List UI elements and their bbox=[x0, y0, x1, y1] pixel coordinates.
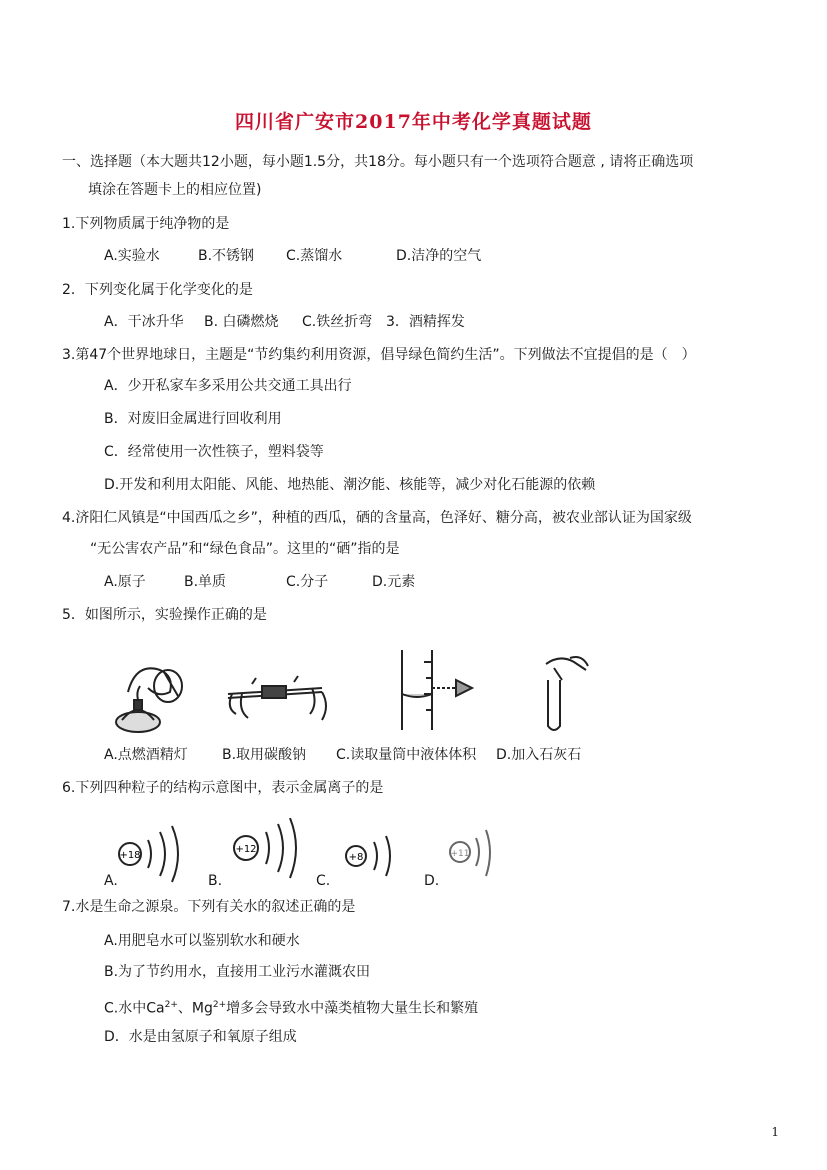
q7-c-pre: C.水中Ca bbox=[104, 1000, 165, 1017]
particle-diagram-b bbox=[226, 818, 306, 882]
question-7: 7.水是生命之源泉。下列有关水的叙述正确的是 bbox=[62, 899, 356, 915]
nucleus-c: +8 bbox=[348, 852, 364, 863]
section-instructions-cont: 填涂在答题卡上的相应位置) bbox=[88, 182, 262, 198]
q3-option-a: A．少开私家车多采用公共交通工具出行 bbox=[104, 378, 352, 394]
particle-diagram-d bbox=[444, 826, 494, 884]
test-tube-illustration bbox=[540, 650, 600, 736]
question-2: 2．下列变化属于化学变化的是 bbox=[62, 282, 253, 298]
nucleus-a: +18 bbox=[119, 850, 141, 861]
q3-option-c: C．经常使用一次性筷子，塑料袋等 bbox=[104, 444, 324, 460]
q2-option-a: A．干冰升华 bbox=[104, 314, 184, 330]
q2-option-b: B. 白磷燃烧 bbox=[204, 314, 279, 330]
q1-option-d: D.洁净的空气 bbox=[396, 248, 482, 264]
q6-option-a: A. bbox=[104, 873, 118, 889]
alcohol-lamp-illustration bbox=[108, 652, 194, 736]
q1-option-c: C.蒸馏水 bbox=[286, 248, 343, 264]
section-instructions: 一、选择题（本大题共12小题，每小题1.5分，共18分。每小题只有一个选项符合题意 , 请将正确选项 bbox=[62, 154, 694, 170]
q7-option-c bbox=[104, 996, 478, 1018]
q6-option-d: D. bbox=[424, 873, 440, 889]
q1-option-b: B.不锈钢 bbox=[198, 248, 255, 264]
q4-option-d: D.元素 bbox=[372, 574, 416, 590]
q2-option-d: 3．酒精挥发 bbox=[386, 314, 465, 330]
q7-option-a: A.用肥皂水可以鉴别软水和硬水 bbox=[104, 933, 300, 949]
particle-diagram-c bbox=[340, 832, 404, 882]
q7-c-sup2: 2+ bbox=[212, 1000, 227, 1010]
q5-option-a: A.点燃酒精灯 bbox=[104, 747, 188, 763]
q7-option-b: B.为了节约用水，直接用工业污水灌溉农田 bbox=[104, 964, 371, 980]
q4-option-c: C.分子 bbox=[286, 574, 329, 590]
question-3: 3.第47个世界地球日，主题是“节约集约利用资源，倡导绿色简约生活”。下列做法不宜提倡的是（ ） bbox=[62, 347, 696, 363]
question-1: 1.下列物质属于纯净物的是 bbox=[62, 216, 230, 232]
q4-option-b: B.单质 bbox=[184, 574, 227, 590]
q5-option-d: D.加入石灰石 bbox=[496, 747, 582, 763]
question-4-cont: “无公害农产品”和“绿色食品”。这里的“硒”指的是 bbox=[90, 541, 400, 557]
q7-c-sup1: 2+ bbox=[164, 1000, 178, 1010]
q6-option-b: B. bbox=[208, 873, 223, 889]
nucleus-d: +11 bbox=[450, 849, 470, 859]
q5-option-c: C.读取量筒中液体体积 bbox=[336, 747, 477, 763]
measuring-cylinder-illustration bbox=[392, 648, 484, 732]
q7-c-post: 增多会导致水中藻类植物大量生长和繁殖 bbox=[226, 1000, 479, 1017]
question-5: 5．如图所示，实验操作正确的是 bbox=[62, 607, 267, 623]
q5-option-b: B.取用碳酸钠 bbox=[222, 747, 307, 763]
q1-option-a: A.实验水 bbox=[104, 248, 160, 264]
q6-option-c: C. bbox=[316, 873, 331, 889]
page-number: 1 bbox=[771, 1125, 779, 1139]
page-title: 四川省广安市2017年中考化学真题试题 bbox=[235, 111, 592, 133]
q2-option-c: C.铁丝折弯 bbox=[302, 314, 373, 330]
sodium-carbonate-illustration bbox=[222, 664, 334, 726]
q7-option-d: D．水是由氢原子和氧原子组成 bbox=[104, 1029, 297, 1045]
q7-c-mid: 、Mg bbox=[177, 1000, 213, 1017]
q3-option-b: B．对废旧金属进行回收利用 bbox=[104, 411, 282, 427]
nucleus-b: +12 bbox=[235, 844, 257, 855]
question-6: 6.下列四种粒子的结构示意图中，表示金属离子的是 bbox=[62, 780, 384, 796]
particle-diagram-a bbox=[112, 824, 184, 884]
question-4: 4.济阳仁风镇是“中国西瓜之乡”，种植的西瓜，硒的含量高，色泽好、糖分高，被农业部认证为国家级 bbox=[62, 510, 692, 526]
q4-option-a: A.原子 bbox=[104, 574, 146, 590]
q3-option-d: D.开发和利用太阳能、风能、地热能、潮汐能、核能等，减少对化石能源的依赖 bbox=[104, 477, 596, 493]
